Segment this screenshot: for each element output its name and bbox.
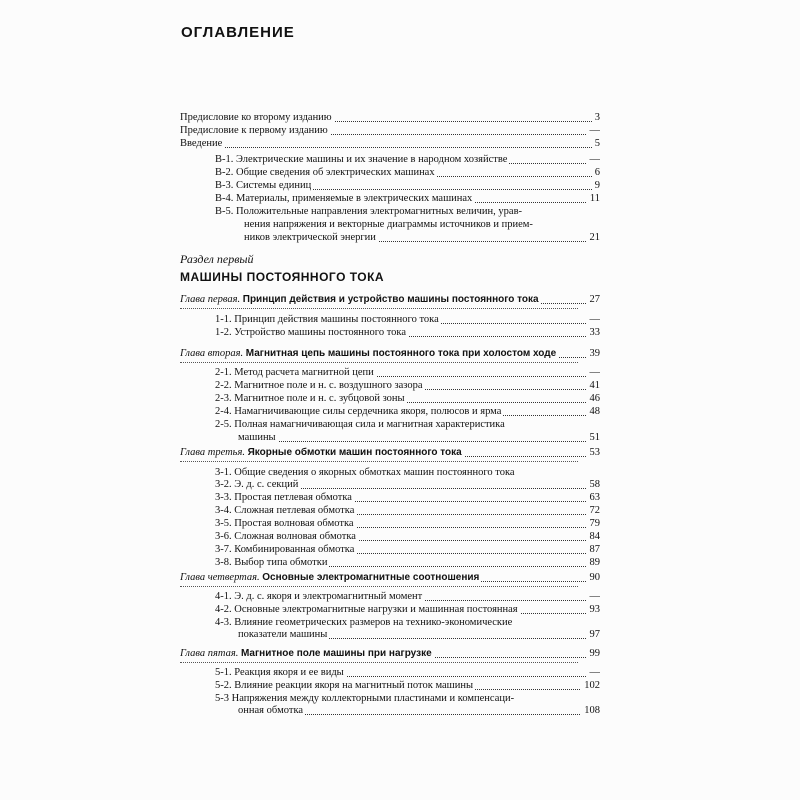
toc-entry[interactable] <box>215 543 600 556</box>
leader-dots <box>238 441 600 442</box>
entry-page: 46 <box>587 392 601 405</box>
toc-entry[interactable] <box>215 517 600 530</box>
entry-code: В-4. <box>215 193 234 204</box>
toc-entry[interactable] <box>215 379 600 392</box>
entry-page: 102 <box>581 679 600 692</box>
entry-text: Введение <box>180 138 223 149</box>
entry-text: Общие сведения о якорных обмотках машин постоянного тока <box>234 467 515 478</box>
chapter-divider <box>180 461 578 463</box>
entry-text: Э. д. с. якоря и электромагнитный момент <box>234 591 423 602</box>
toc-entry-intro[interactable] <box>215 153 600 166</box>
entry-text: Предисловие ко второму изданию <box>180 112 332 123</box>
toc-entry-intro-cont[interactable] <box>244 218 600 231</box>
entry-page: 89 <box>587 556 601 569</box>
chapter-heading[interactable] <box>180 571 600 584</box>
entry-code: 1-2. <box>215 327 232 338</box>
toc-entry[interactable] <box>215 405 600 418</box>
entry-page: 33 <box>587 326 601 339</box>
entry-code: 4-3. <box>215 617 232 628</box>
chapter-label: Глава четвертая. <box>180 572 260 583</box>
toc-entry[interactable] <box>215 418 600 431</box>
chapter-label: Глава первая. <box>180 294 241 305</box>
toc-entry[interactable] <box>215 679 600 692</box>
entry-code: 2-5. <box>215 419 232 430</box>
toc-entry[interactable] <box>215 326 600 339</box>
entry-page: 72 <box>587 504 601 517</box>
entry-page: 87 <box>587 543 601 556</box>
entry-page: — <box>587 666 601 679</box>
toc-entry[interactable] <box>215 590 600 603</box>
entry-page: — <box>587 313 601 326</box>
entry-text: Сложная петлевая обмотка <box>234 505 355 516</box>
entry-page: 97 <box>587 628 601 641</box>
entry-text: нения напряжения и векторные диаграммы источников и прием- <box>244 219 533 230</box>
entry-code: 2-1. <box>215 367 232 378</box>
chapter-label: Глава вторая. <box>180 348 244 359</box>
leader-dots <box>180 147 600 148</box>
entry-page: 11 <box>587 192 600 205</box>
toc-entry-cont[interactable] <box>238 628 600 641</box>
chapter-divider <box>180 662 578 664</box>
entry-text: Реакция якоря и ее виды <box>234 667 344 678</box>
entry-page: 6 <box>592 166 600 179</box>
entry-code: В-1. <box>215 154 234 165</box>
chapter-label: Глава третья. <box>180 447 245 458</box>
toc-entry[interactable] <box>215 530 600 543</box>
entry-code: 5-1. <box>215 667 232 678</box>
entry-text: Предисловие к первому изданию <box>180 125 328 136</box>
entry-text: ников электрической энергии <box>244 232 376 243</box>
entry-text: онная обмотка <box>238 705 304 716</box>
entry-page: — <box>587 124 601 137</box>
entry-page: 48 <box>587 405 601 418</box>
toc-entry[interactable] <box>215 392 600 405</box>
entry-text: Намагничивающие силы сердечника якоря, полюсов и ярма <box>234 406 502 417</box>
entry-text: Магнитное поле и н. с. зубцовой зоны <box>234 393 405 404</box>
chapter-divider <box>180 586 578 588</box>
entry-code: 4-1. <box>215 591 232 602</box>
toc-entry[interactable] <box>215 504 600 517</box>
chapter-page: 27 <box>587 293 601 306</box>
entry-page: 21 <box>587 231 601 244</box>
entry-page: 84 <box>587 530 601 543</box>
chapter-divider <box>180 308 578 310</box>
entry-text: Принцип действия машины постоянного тока <box>234 314 439 325</box>
entry-page: 63 <box>587 491 601 504</box>
toc-entry-intro[interactable] <box>215 192 600 205</box>
entry-code: 2-2. <box>215 380 232 391</box>
toc-entry-front[interactable] <box>180 124 600 137</box>
entry-code: 1-1. <box>215 314 232 325</box>
chapter-heading[interactable] <box>180 347 600 360</box>
entry-code: 3-7. <box>215 544 232 555</box>
toc-entry[interactable] <box>215 313 600 326</box>
entry-text: Положительные направления электромагнитных величин, урав- <box>236 206 523 217</box>
entry-text: Напряжения между коллекторными пластинами и компенсаци- <box>231 693 515 704</box>
entry-code: 3-5. <box>215 518 232 529</box>
toc-entry[interactable] <box>215 556 600 569</box>
entry-text: Электрические машины и их значение в народном хозяйстве <box>236 154 508 165</box>
entry-code: В-3. <box>215 180 234 191</box>
chapter-page: 90 <box>587 571 601 584</box>
entry-code: 3-2. <box>215 479 232 490</box>
entry-code: В-2. <box>215 167 234 178</box>
section-title: МАШИНЫ ПОСТОЯННОГО ТОКА <box>180 270 385 284</box>
entry-code: 5-2. <box>215 680 232 691</box>
toc-entry-cont[interactable] <box>238 431 600 444</box>
entry-page: — <box>587 153 601 166</box>
entry-code: 4-2. <box>215 604 232 615</box>
entry-code: 3-3. <box>215 492 232 503</box>
chapter-title: Основные электромагнитные соотношения <box>262 572 480 583</box>
entry-code: 5-3 <box>215 693 229 704</box>
entry-text: Общие сведения об электрических машинах <box>236 167 435 178</box>
entry-text: Сложная волновая обмотка <box>234 531 356 542</box>
toc-entry-front[interactable] <box>180 111 600 124</box>
entry-code: 3-6. <box>215 531 232 542</box>
chapter-heading[interactable] <box>180 647 600 660</box>
entry-text: Э. д. с. секций <box>234 479 299 490</box>
chapter-heading[interactable] <box>180 293 600 306</box>
chapter-page: 39 <box>587 347 601 360</box>
entry-code: В-5. <box>215 206 234 217</box>
entry-text: Полная намагничивающая сила и магнитная характеристика <box>234 419 505 430</box>
entry-page: — <box>587 590 601 603</box>
section-label: Раздел первый <box>180 252 254 266</box>
entry-page: — <box>587 366 601 379</box>
entry-code: 2-4. <box>215 406 232 417</box>
toc-entry-cont[interactable] <box>238 704 600 717</box>
entry-text: Простая петлевая обмотка <box>234 492 352 503</box>
chapter-title: Магнитное поле машины при нагрузке <box>240 648 432 659</box>
chapter-title: Магнитная цепь машины постоянного тока при холостом ходе <box>245 348 557 359</box>
entry-text: Метод расчета магнитной цепи <box>234 367 374 378</box>
entry-code: 3-8. <box>215 557 232 568</box>
entry-page: 9 <box>592 179 600 192</box>
entry-page: 58 <box>587 478 601 491</box>
chapter-page: 99 <box>587 647 601 660</box>
entry-text: Магнитное поле и н. с. воздушного зазора <box>234 380 423 391</box>
entry-page: 79 <box>587 517 601 530</box>
chapter-title: Принцип действия и устройство машины постоянного тока <box>242 294 539 305</box>
toc-entry-intro[interactable] <box>215 166 600 179</box>
page-title: ОГЛАВЛЕНИЕ <box>181 24 295 41</box>
chapter-divider <box>180 362 578 364</box>
toc-entry[interactable] <box>215 478 600 491</box>
entry-text: Выбор типа обмотки <box>234 557 328 568</box>
entry-text: Материалы, применяемые в электрических машинах <box>236 193 473 204</box>
entry-text: Простая волновая обмотка <box>234 518 354 529</box>
entry-text: Устройство машины постоянного тока <box>234 327 406 338</box>
chapter-title: Якорные обмотки машин постоянного тока <box>247 447 462 458</box>
entry-page: 93 <box>587 603 601 616</box>
toc-entry-intro[interactable] <box>215 205 600 218</box>
entry-text: Комбинированная обмотка <box>234 544 355 555</box>
entry-page: 108 <box>581 704 600 717</box>
toc-entry[interactable] <box>215 603 600 616</box>
entry-code: 3-1. <box>215 467 232 478</box>
entry-page: 41 <box>587 379 601 392</box>
entry-text: Влияние реакции якоря на магнитный поток машины <box>234 680 474 691</box>
toc-entry[interactable] <box>215 491 600 504</box>
entry-text: показатели машины <box>238 629 328 640</box>
toc-entry-front[interactable] <box>180 137 600 150</box>
entry-page: 5 <box>592 137 600 150</box>
entry-code: 3-4. <box>215 505 232 516</box>
entry-page: 51 <box>587 431 601 444</box>
toc-entry[interactable] <box>215 366 600 379</box>
toc-entry-intro[interactable] <box>215 179 600 192</box>
chapter-page: 53 <box>587 446 601 459</box>
entry-text: Основные электромагнитные нагрузки и машинная постоянная <box>234 604 518 615</box>
toc-entry-intro-cont[interactable] <box>244 231 600 244</box>
entry-page: 3 <box>592 111 600 124</box>
entry-text: Влияние геометрических размеров на технико-экономические <box>234 617 513 628</box>
entry-text: машины <box>238 432 276 443</box>
toc-entry[interactable] <box>215 666 600 679</box>
chapter-label: Глава пятая. <box>180 648 239 659</box>
chapter-heading[interactable] <box>180 446 600 459</box>
entry-text: Системы единиц <box>236 180 312 191</box>
entry-code: 2-3. <box>215 393 232 404</box>
